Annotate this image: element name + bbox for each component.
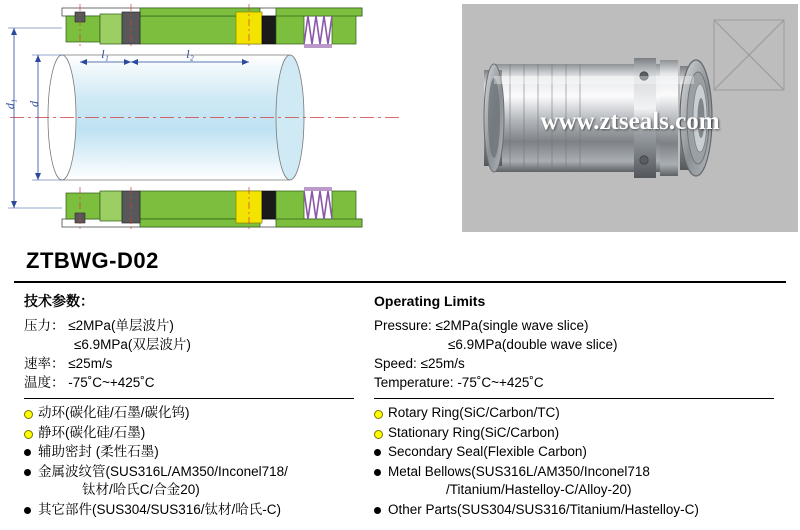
bullet-icon (374, 430, 383, 439)
product-photo (462, 4, 798, 232)
material-text: Stationary Ring(SiC/Carbon) (388, 424, 560, 440)
material-text: 静环(碳化硅/石墨) (38, 424, 146, 440)
spec-column-chinese (24, 292, 374, 520)
spec-label: Temperature: (374, 375, 454, 390)
spec-heading-cn: 技术参数： (24, 293, 94, 309)
title-divider (14, 281, 786, 283)
material-text: Other Parts(SUS304/SUS316/Titanium/Hastelloy-C) (388, 501, 699, 517)
spec-value: ≤25m/s (420, 356, 465, 371)
spec-label: Pressure: (374, 318, 432, 333)
list-item (374, 424, 794, 443)
material-subtext: /Titanium/Hastelloy-C/Alloy-20) (446, 482, 632, 497)
material-subtext: 钛材/哈氏C/合金20) (82, 482, 200, 497)
bullet-icon (24, 410, 33, 419)
svg-text:l₁: l₁ (101, 47, 109, 61)
watermark-text: www.ztseals.com (540, 108, 720, 135)
spec-row-pressure-en-2 (374, 335, 794, 354)
list-item (24, 443, 374, 462)
spec-value: ≤25m/s (68, 356, 113, 371)
section-divider-cn (24, 398, 354, 399)
page-title: ZTBWG-D02 (26, 248, 159, 273)
svg-text:d₁: d₁ (3, 98, 17, 110)
spec-row-speed-en (374, 354, 794, 373)
list-item (374, 463, 794, 500)
bullet-icon (374, 410, 383, 419)
spec-heading-en: Operating Limits (374, 293, 486, 309)
technical-drawing (0, 0, 455, 232)
list-item (24, 424, 374, 443)
bullet-icon (374, 449, 381, 456)
list-item (374, 443, 794, 462)
spec-value: -75˚C~+425˚C (457, 375, 544, 390)
list-item (24, 501, 374, 520)
spec-value: ≤2MPa(single wave slice) (435, 318, 589, 333)
material-text: Rotary Ring(SiC/Carbon/TC) (388, 405, 560, 420)
spec-row-pressure-en (374, 316, 794, 335)
material-text: 金属波纹管(SUS316L/AM350/Inconel718/ (38, 463, 288, 479)
bullet-icon (374, 469, 381, 476)
spec-label: Speed: (374, 356, 417, 371)
bullet-icon (24, 507, 31, 514)
list-item (24, 404, 374, 423)
material-text: 动环(碳化硅/石墨/碳化钨) (38, 405, 190, 420)
material-text: 其它部件(SUS304/SUS316/钛材/哈氏-C) (38, 501, 282, 517)
list-item (24, 463, 374, 500)
spec-row-pressure-cn (24, 316, 374, 335)
list-item (374, 501, 794, 520)
svg-text:l₂: l₂ (186, 47, 194, 61)
spec-label: 压力： (24, 318, 65, 333)
spec-row-temperature-en (374, 373, 794, 392)
material-text: Secondary Seal(Flexible Carbon) (388, 444, 587, 459)
top-illustration-area (0, 0, 800, 238)
material-list-cn (24, 404, 374, 519)
bullet-icon (24, 469, 31, 476)
spec-label: 速率： (24, 356, 65, 371)
spec-row-temperature-cn (24, 373, 374, 392)
list-item (374, 404, 794, 423)
spec-column-english (374, 292, 794, 520)
material-list-en (374, 404, 794, 519)
spec-value: ≤2MPa(单层波片) (68, 318, 174, 333)
bullet-icon (374, 507, 381, 514)
section-divider-en (374, 398, 774, 399)
spec-value: ≤6.9MPa(double wave slice) (448, 337, 618, 352)
bullet-icon (24, 430, 33, 439)
material-text: Metal Bellows(SUS316L/AM350/Inconel718 (388, 463, 650, 479)
spec-row-pressure-cn-2 (24, 335, 374, 354)
spec-label: 温度： (24, 375, 65, 390)
spec-value: ≤6.9MPa(双层波片) (74, 337, 191, 352)
spec-value: -75˚C~+425˚C (68, 375, 155, 390)
bullet-icon (24, 449, 31, 456)
spec-row-speed-cn (24, 354, 374, 373)
svg-text:d: d (27, 101, 41, 107)
material-text: 辅助密封 (柔性石墨) (38, 444, 159, 459)
